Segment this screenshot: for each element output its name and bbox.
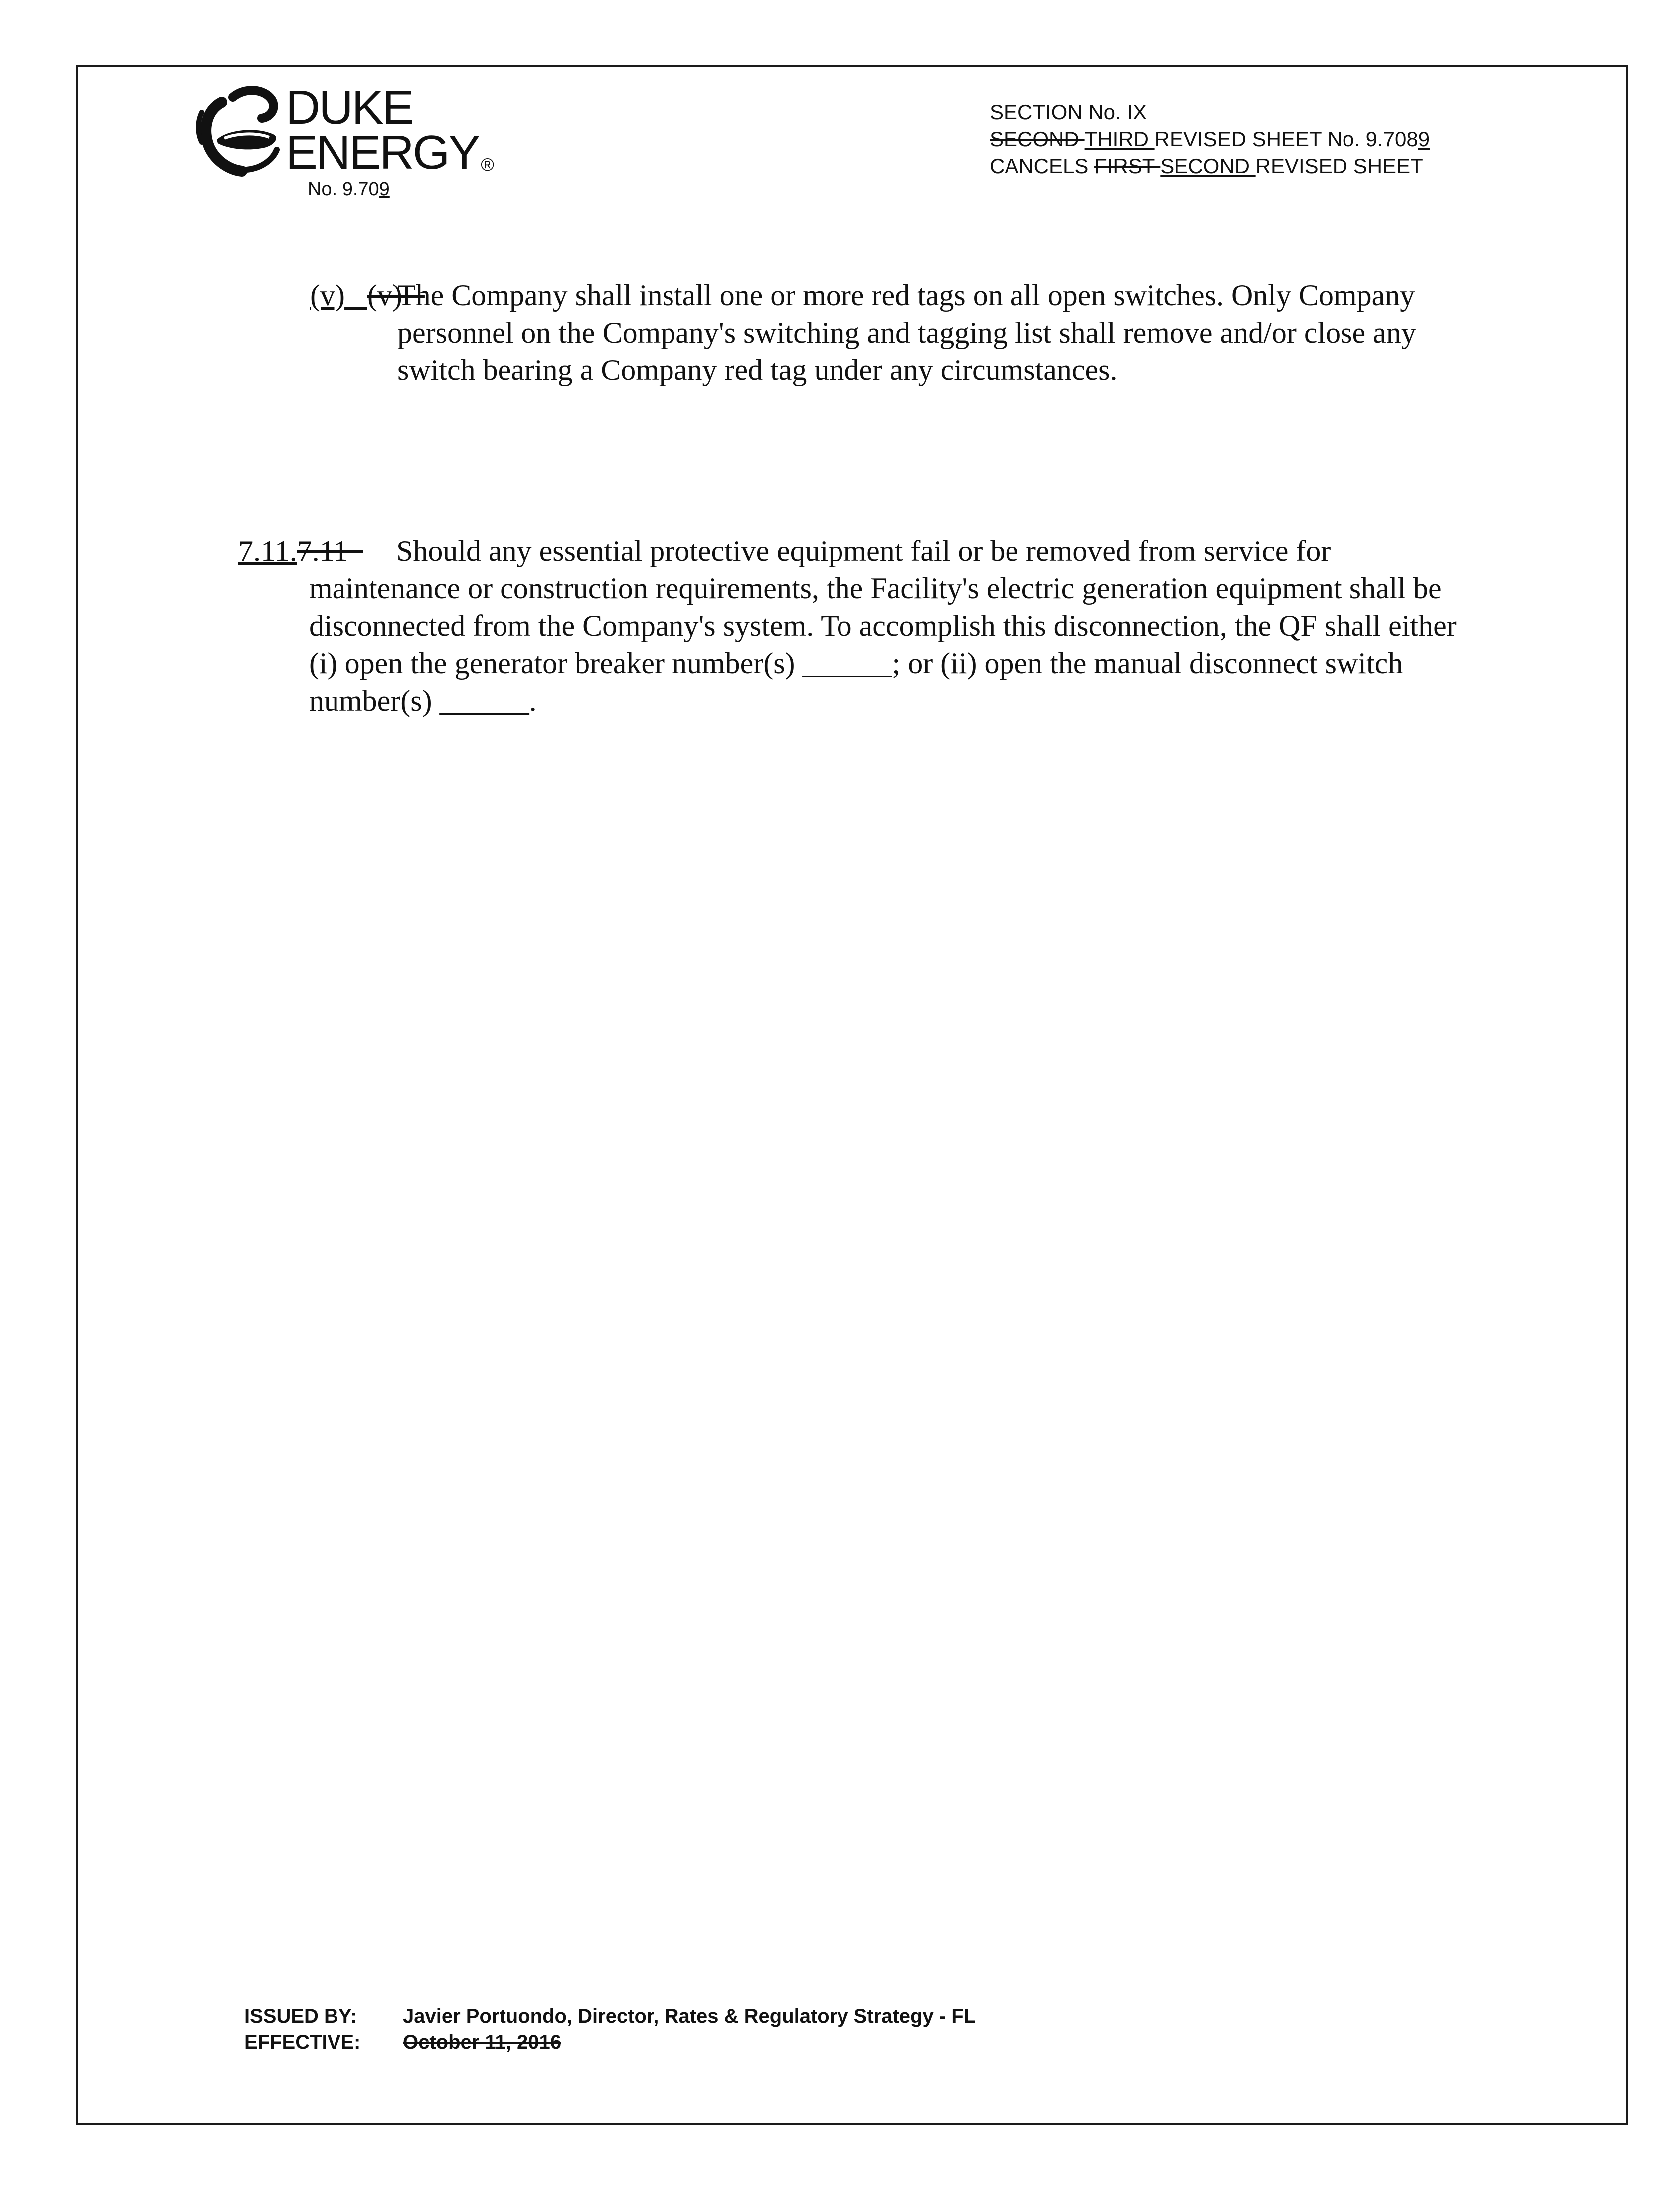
paragraph-7-11 — [238, 533, 1465, 720]
duke-energy-logo — [187, 80, 496, 209]
section-number: SECTION No. IX — [990, 100, 1147, 124]
deleted-marker-v: (v) — [367, 279, 402, 312]
logo-word-energy-text: ENERGY — [286, 126, 479, 179]
deleted-marker-7-11: 7.11 — [297, 535, 348, 567]
revised-sheet-line — [990, 126, 1430, 153]
effective-row — [244, 2029, 976, 2055]
sheet-header — [990, 99, 1430, 180]
inserted-sheet-digit: 9 — [1418, 127, 1430, 151]
revised-sheet-text: REVISED SHEET No. 9.708 — [1154, 127, 1418, 151]
paragraph-v-marker — [310, 277, 425, 314]
inserted-marker-v: (v) — [310, 279, 345, 312]
logo-word-energy — [286, 126, 493, 186]
paragraph-v-text: The Company shall install one or more red tags on all open switches. Only Company personnel on the Company's switching and tagging list shall remove and/or close any switch bearing a Company red tag under any circumstances. — [397, 279, 1416, 386]
issued-by-label: ISSUED BY: — [244, 2006, 357, 2027]
effective-label: EFFECTIVE: — [244, 2031, 361, 2053]
cancels-prefix: CANCELS — [990, 154, 1095, 178]
inserted-revision: THIRD — [1084, 127, 1155, 151]
logo-word-duke: DUKE — [286, 81, 413, 134]
logo-sheet-inserted-digit: 9 — [379, 179, 390, 200]
issued-by-value: Javier Portuondo, Director, Rates & Regulatory Strategy - FL — [403, 2006, 976, 2027]
registered-mark: ® — [481, 154, 493, 175]
inserted-cancels-revision: SECOND — [1160, 154, 1256, 178]
effective-deleted-date: October 11, 2016 — [403, 2031, 561, 2053]
duke-energy-swirl-icon — [187, 82, 287, 187]
logo-sheet-prefix: No. 9.70 — [308, 179, 379, 200]
deleted-cancels-revision: FIRST — [1094, 154, 1161, 178]
cancels-suffix: REVISED SHEET — [1255, 154, 1423, 178]
inserted-marker-7-11: 7.11. — [238, 535, 297, 567]
paragraph-7-11-text: Should any essential protective equipment fail or be removed from service for maintenance or construction requirements, the Facility's electric generation equipment shall be disconnected from the Company's system. To accomplish this disconnection, the QF shall either (i) open the generator breaker number(s) ______; or (ii) open the manual disconnect switch number(s) ______. — [309, 535, 1457, 717]
logo-sheet-number — [308, 180, 390, 199]
deleted-revision: SECOND — [990, 127, 1085, 151]
paragraph-v — [310, 277, 1457, 389]
cancels-line — [990, 153, 1430, 180]
footer — [244, 2004, 976, 2055]
paragraph-7-11-marker — [238, 533, 363, 570]
issued-by-row — [244, 2004, 976, 2029]
